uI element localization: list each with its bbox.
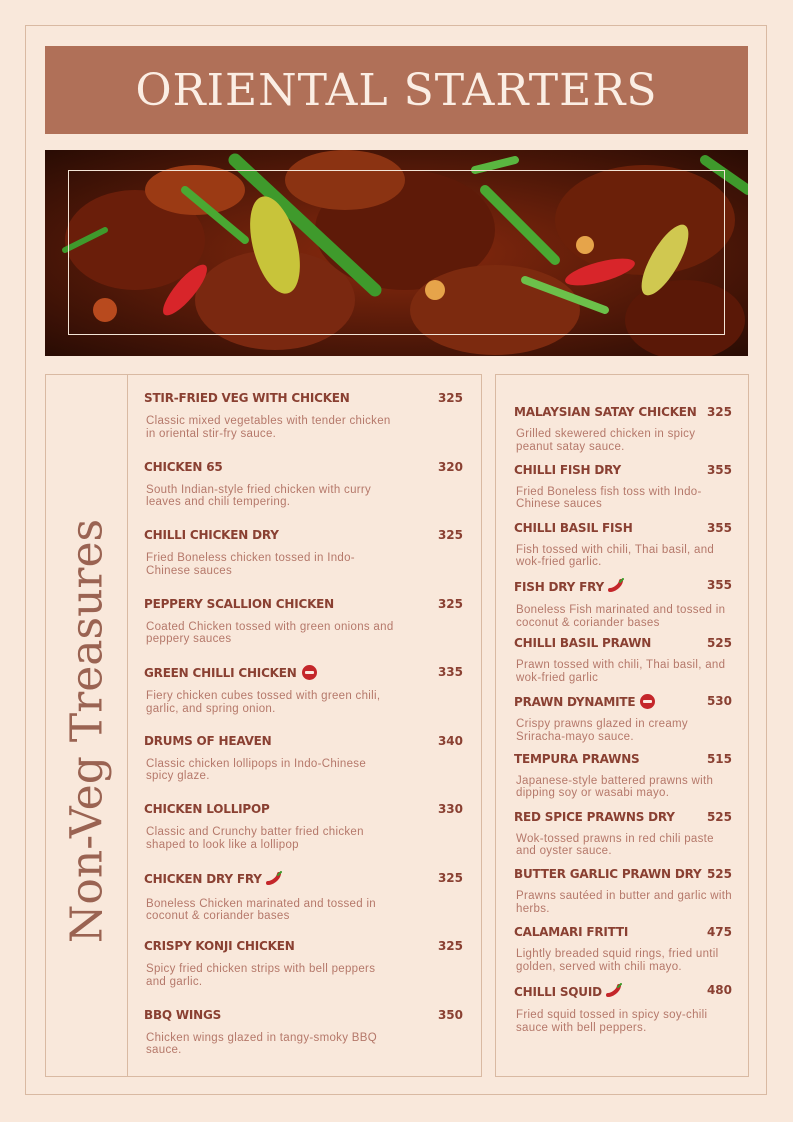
menu-item	[514, 810, 732, 858]
menu-item-price: 340	[437, 733, 463, 748]
menu-item-price: 355	[706, 520, 732, 535]
menu-item-price: 330	[437, 802, 463, 816]
chili-icon	[608, 578, 624, 595]
menu-item-description: Fiery chicken cubes tossed with green chili, garlic, and spring onion.	[146, 690, 381, 715]
menu-item	[144, 1008, 466, 1057]
menu-item-name	[144, 871, 466, 888]
menu-item	[144, 871, 466, 923]
menu-item	[144, 939, 466, 988]
menu-item-name	[144, 391, 466, 405]
menu-item-name-text: CHILLI BASIL PRAWN	[514, 636, 652, 651]
menu-item	[514, 983, 732, 1034]
menu-item-name	[514, 867, 732, 881]
menu-item-description: Crispy prawns glazed in creamy Sriracha-mayo sauce.	[516, 718, 688, 743]
menu-item-description: Grilled skewered chicken in spicy peanut satay sauce.	[516, 428, 696, 453]
section-label: Non-Veg Treasures	[61, 518, 113, 944]
title-banner	[45, 46, 748, 134]
menu-item-description: Spicy fried chicken strips with bell peppers and garlic.	[146, 963, 376, 988]
menu-item-name	[514, 521, 732, 535]
menu-item	[514, 463, 732, 511]
menu-item-description: Fried Boneless fish toss with Indo-Chinese sauces	[516, 485, 702, 511]
menu-item	[514, 405, 732, 453]
menu-item-name-text: CRISPY KONJI CHICKEN	[144, 939, 295, 953]
menu-item-name	[514, 405, 732, 419]
menu-item-name-text: GREEN CHILLI CHICKEN	[144, 665, 297, 680]
menu-item-name	[144, 1008, 466, 1022]
photo-frame	[68, 170, 725, 335]
menu-item	[514, 752, 732, 800]
menu-item-price: 525	[706, 636, 732, 651]
menu-item-name-text: PEPPERY SCALLION CHICKEN	[144, 596, 335, 611]
menu-item	[144, 391, 466, 440]
menu-item	[514, 521, 732, 569]
menu-item	[144, 665, 466, 715]
chili-icon	[266, 871, 282, 888]
menu-item-name-text: DRUMS OF HEAVEN	[144, 733, 272, 748]
menu-item-name-text: CHILLI FISH DRY	[514, 462, 622, 477]
menu-item-name-text: PRAWN DYNAMITE	[514, 694, 636, 709]
chili-icon	[606, 983, 622, 1000]
menu-item-description: Fried squid tossed in spicy soy-chili sauce with bell peppers.	[516, 1009, 708, 1034]
menu-item-description: Coated Chicken tossed with green onions and peppery sauces	[146, 620, 394, 645]
menu-item-description: Lightly breaded squid rings, fried until golden, served with chili mayo.	[516, 948, 719, 973]
menu-item-description: Prawn tossed with chili, Thai basil, and wok-fried garlic	[516, 659, 726, 684]
menu-item-description: Japanese-style battered prawns with dipping soy or wasabi mayo.	[516, 774, 714, 800]
menu-item	[144, 460, 466, 509]
menu-item-description: Fish tossed with chili, Thai basil, and wok-fried garlic.	[516, 543, 715, 569]
menu-item-name	[514, 578, 732, 595]
menu-item-price: 355	[706, 578, 732, 593]
menu-item-description: Fried Boneless chicken tossed in Indo-Chinese sauces	[146, 552, 355, 577]
menu-item-name-text: CHICKEN LOLLIPOP	[144, 802, 270, 816]
menu-item-description: Wok-tossed prawns in red chili paste and oyster sauce.	[516, 832, 714, 858]
menu-item-name	[514, 752, 732, 766]
menu-item-name	[514, 636, 732, 650]
menu-item-name-text: CHILLI CHICKEN DRY	[144, 528, 279, 542]
menu-item	[514, 578, 732, 629]
menu-item-description: Prawns sautéed in butter and garlic with herbs.	[516, 890, 732, 915]
menu-item-description: Boneless Chicken marinated and tossed in coconut & coriander bases	[146, 897, 376, 922]
menu-item-name-text: CHILLI BASIL FISH	[514, 520, 633, 535]
menu-item-description: Boneless Fish marinated and tossed in coconut & coriander bases	[516, 604, 726, 629]
menu-item-price: 480	[706, 983, 732, 997]
menu-item-description: Classic mixed vegetables with tender chicken in oriental stir-fry sauce.	[146, 415, 391, 440]
menu-item-price: 325	[437, 939, 463, 953]
menu-item-description: Classic chicken lollipops in Indo-Chinese spicy glaze.	[146, 757, 367, 782]
menu-item-description: Chicken wings glazed in tangy-smoky BBQ sauce.	[146, 1031, 377, 1056]
menu-item-name	[514, 983, 732, 1000]
menu-item-name-text: TEMPURA PRAWNS	[514, 751, 640, 766]
menu-item-description: South Indian-style fried chicken with curry leaves and chili tempering.	[146, 483, 372, 508]
menu-item-price: 525	[706, 867, 732, 882]
menu-item-name	[514, 694, 732, 709]
menu-item-name	[514, 925, 732, 939]
menu-item	[144, 734, 466, 783]
menu-item	[514, 867, 732, 915]
page-title: ORIENTAL STARTERS	[135, 64, 658, 116]
food-photo	[45, 150, 748, 356]
menu-item-name	[144, 665, 466, 680]
menu-item-price: 475	[706, 925, 732, 940]
menu-item-name-text: STIR-FRIED VEG WITH CHICKEN	[144, 391, 350, 405]
left-menu-panel	[45, 374, 482, 1077]
menu-item	[514, 694, 732, 743]
menu-item-name-text: FISH DRY FRY	[514, 579, 605, 594]
menu-item	[144, 528, 466, 577]
menu-item	[144, 597, 466, 646]
menu-item-description: Classic and Crunchy batter fried chicken shaped to look like a lollipop	[146, 826, 364, 851]
menu-item	[514, 925, 732, 973]
menu-item-price: 325	[437, 870, 463, 885]
menu-item-price: 350	[437, 1007, 463, 1022]
menu-item-price: 325	[437, 391, 463, 405]
menu-item-price: 355	[706, 462, 732, 477]
menu-item-name-text: RED SPICE PRAWNS DRY	[514, 809, 675, 824]
menu-item-name	[144, 734, 466, 748]
menu-item-name-text: MALAYSIAN SATAY CHICKEN	[514, 405, 697, 419]
special-badge-icon	[302, 665, 317, 680]
menu-item-name-text: CHICKEN 65	[144, 459, 223, 474]
menu-item-name	[514, 463, 732, 477]
menu-item-name-text: BBQ WINGS	[144, 1007, 222, 1022]
section-sidebar	[46, 375, 128, 1076]
menu-item-name	[144, 802, 466, 816]
menu-item-price: 325	[437, 528, 463, 542]
menu-item-price: 515	[706, 751, 732, 766]
menu-item-name-text: CALAMARI FRITTI	[514, 925, 629, 940]
menu-item-price: 525	[706, 809, 732, 824]
menu-item	[514, 636, 732, 684]
right-menu-panel	[495, 374, 749, 1077]
special-badge-icon	[640, 694, 655, 709]
menu-item-name	[144, 939, 466, 953]
menu-item-name-text: CHICKEN DRY FRY	[144, 872, 262, 886]
menu-item-name	[144, 460, 466, 474]
menu-item-price: 320	[437, 459, 463, 474]
menu-item-price: 325	[706, 405, 732, 419]
menu-item-price: 335	[437, 665, 463, 679]
menu-item-name	[514, 810, 732, 824]
menu-item	[144, 802, 466, 851]
menu-item-price: 325	[437, 596, 463, 611]
menu-item-price: 530	[706, 694, 732, 708]
menu-item-name	[144, 597, 466, 611]
menu-item-name-text: CHILLI SQUID	[514, 984, 602, 999]
menu-item-name-text: BUTTER GARLIC PRAWN DRY	[514, 867, 702, 882]
menu-item-name	[144, 528, 466, 542]
